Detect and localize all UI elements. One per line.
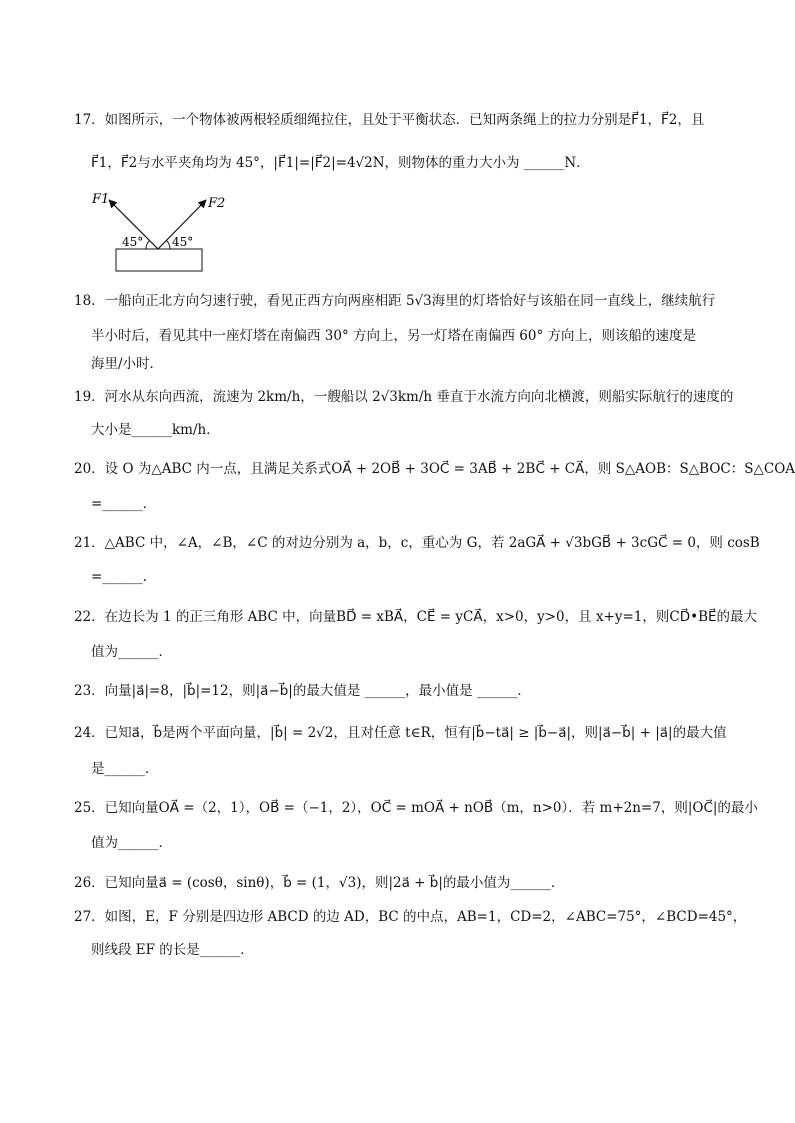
q21-line-1: 21．△ABC 中，∠A，∠B，∠C 的对边分别为 a，b，c，重心为 G，若 2aGA⃗ + √3bGB⃗ + 3cGC⃗ = 0，则 cosB	[74, 535, 760, 551]
label-f1: F1	[92, 192, 110, 207]
angle-label-left: 45°	[122, 235, 144, 249]
angle-label-right: 45°	[172, 235, 194, 249]
q20-line-1: 20．设 O 为△ABC 内一点，且满足关系式OA⃗ + 2OB⃗ + 3OC⃗ = 3AB⃗ + 2BC⃗ + CA⃗，则 S△AOB：S△BOC：S△COA	[74, 461, 795, 477]
q24-line-1: 24．已知a⃗，b⃗是两个平面向量，|b⃗| = 2√2，且对任意 t∈R，恒有|b⃗−ta⃗| ≥ |b⃗−a⃗|，则|a⃗−b⃗| + |a⃗|的最大值	[74, 725, 727, 741]
object-box	[116, 249, 202, 271]
q24-line-2: 是______．	[91, 761, 159, 777]
force-diagram	[88, 188, 226, 274]
label-f2: F2	[208, 196, 226, 211]
q22-line-1: 22．在边长为 1 的正三角形 ABC 中，向量BD⃗ = xBA⃗，CE⃗ = yCA⃗，x>0，y>0，且 x+y=1，则CD⃗•BE⃗的最大	[74, 609, 758, 625]
q23-line-1: 23．向量|a⃗|=8，|b⃗|=12，则|a⃗−b⃗|的最大值是 ______，最小值是 ______．	[74, 683, 531, 699]
q27-line-2: 则线段 EF 的长是______．	[91, 942, 254, 958]
q25-line-1: 25．已知向量OA⃗ =（2，1），OB⃗ =（−1，2），OC⃗ = mOA⃗ + nOB⃗（m，n>0）．若 m+2n=7，则|OC⃗|的最小	[74, 800, 758, 816]
q22-line-2: 值为______．	[91, 644, 172, 660]
q18-line-3: 海里/小时．	[91, 356, 164, 372]
angle-arc-right	[167, 241, 171, 250]
q19-line-2: 大小是______km/h．	[91, 422, 220, 438]
q27-line-1: 27．如图，E，F 分别是四边形 ABCD 的边 AD，BC 的中点，AB=1，CD=2，∠ABC=75°，∠BCD=45°，	[74, 909, 747, 925]
q18-line-1: 18．一船向正北方向匀速行驶，看见正西方向两座相距 5√3海里的灯塔恰好与该船在同一直线上，继续航行	[74, 293, 716, 309]
q26-line-1: 26．已知向量a⃗ = (cosθ，sinθ)，b⃗ = (1，√3)，则|2a⃗ + b⃗|的最小值为______．	[74, 875, 565, 891]
q17-line-2: F⃗1，F⃗2与水平夹角均为 45°，|F⃗1|=|F⃗2|=4√2N，则物体的重力大小为 ______N．	[91, 155, 590, 171]
q21-line-2: =______．	[91, 569, 157, 585]
q25-line-2: 值为______．	[91, 835, 172, 851]
q18-line-2: 半小时后，看见其中一座灯塔在南偏西 30° 方向上，另一灯塔在南偏西 60° 方向上，则该船的速度是	[91, 328, 697, 344]
q19-line-1: 19．河水从东向西流，流速为 2km/h，一艘船以 2√3km/h 垂直于水流方向向北横渡，则船实际航行的速度的	[74, 389, 734, 405]
q17-line-1: 17．如图所示，一个物体被两根轻质细绳拉住，且处于平衡状态．已知两条绳上的拉力分别是F⃗1，F⃗2，且	[74, 112, 705, 128]
q20-line-2: =______．	[91, 496, 157, 512]
angle-arc-left	[146, 241, 150, 250]
